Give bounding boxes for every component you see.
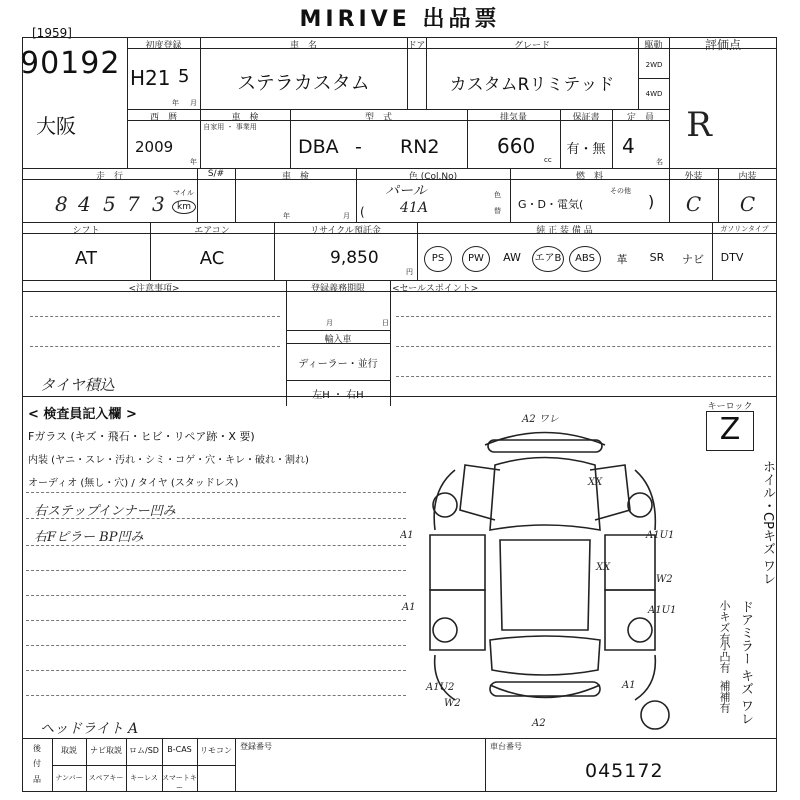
import-steering: 左H ・ 右H: [312, 390, 364, 401]
equip-navi: ナビ: [682, 253, 704, 266]
capacity: 4: [622, 134, 635, 158]
equip-airbag: エアB: [532, 246, 564, 272]
inspector-line-interior: 内装 (ヤニ・スレ・汚れ・シミ・コゲ・穴・キレ・破れ・割れ): [28, 455, 309, 466]
mileage-digit-5: 3: [152, 192, 165, 216]
chassis-value: 045172: [585, 760, 664, 782]
diagram-mark: XX: [596, 562, 611, 573]
diagram-mark: A2: [532, 718, 546, 729]
warranty: 有・無: [566, 142, 606, 157]
color-name: パール: [385, 183, 427, 199]
interior-score: C: [739, 192, 756, 216]
page-title: MIRIVE 出品票: [299, 7, 501, 32]
color-code: 41A: [400, 200, 428, 216]
import-dealer: ディーラー・並行: [298, 359, 378, 370]
lot-number: 90192: [20, 46, 121, 81]
inspector-note-1: 右ステップインナー凹み: [34, 504, 176, 519]
inspector-note-3: ヘッドライト A: [40, 721, 139, 737]
equip-ps: PS: [424, 246, 452, 272]
mileage-digit-2: 4: [78, 192, 91, 216]
side-text-repair: 補補有: [718, 680, 731, 713]
evaluation-score: R: [686, 105, 712, 145]
footer-side-2: 付: [33, 759, 41, 768]
key-lock-mark: Z: [719, 412, 741, 447]
aircon: AC: [199, 248, 225, 269]
diagram-mark: A1: [402, 602, 416, 613]
side-text-small-dent: 小凸有: [718, 640, 731, 673]
reg-number-label: 登録番号: [240, 742, 272, 751]
notes-text: タイヤ積込: [40, 376, 115, 394]
first-reg-month: 5: [178, 66, 190, 87]
diagram-mark: XX: [588, 477, 603, 488]
region: 大阪: [36, 114, 76, 138]
diagram-mark: A1U1: [648, 605, 677, 616]
side-text-small-scratch: 小キズ有: [718, 600, 731, 644]
mileage-unit-km: km: [172, 200, 196, 214]
fuel-types: G・D・電気(: [518, 198, 584, 211]
side-text-wheel: ホイル・CPキズ ワレ: [760, 460, 775, 586]
header-drive: 駆動: [644, 41, 663, 51]
drive-2wd: 2WD: [645, 61, 663, 69]
equip-pw: PW: [462, 246, 490, 272]
header-door: ドア: [407, 41, 426, 51]
car-name: ステラカスタム: [237, 72, 370, 94]
diagram-mark: A2 ワレ: [522, 414, 559, 425]
equip-dtv: DTV: [720, 251, 744, 264]
equip-abs: ABS: [569, 246, 601, 272]
equip-leather: 革: [616, 253, 628, 266]
recycle-fee: 9,850: [330, 248, 379, 268]
car-damage-diagram: [400, 410, 700, 735]
chassis-label: 車台番号: [490, 742, 522, 751]
header-car-name: 車 名: [289, 41, 317, 51]
model-code: RN2: [400, 136, 440, 158]
equip-sr: SR: [649, 251, 665, 264]
grade: カスタムRリミテッド: [449, 75, 615, 95]
first-reg-era: H21: [130, 66, 171, 90]
side-text-mirror: ドアミラー キズ ワレ: [738, 600, 753, 726]
displacement: 660: [497, 134, 536, 158]
header-grade: グレード: [513, 41, 550, 51]
diagram-mark: A1U1: [646, 530, 675, 541]
equip-aw: AW: [503, 251, 521, 264]
header-evaluation: 評価点: [704, 38, 741, 52]
mileage-digit-3: 5: [103, 192, 116, 216]
exterior-score: C: [685, 192, 702, 216]
footer-side-1: 後: [33, 744, 41, 753]
diagram-mark: W2: [444, 698, 461, 709]
lot-bracket: [1959]: [32, 26, 72, 40]
diagram-mark: A1: [622, 680, 636, 691]
drive-4wd: 4WD: [645, 90, 663, 98]
mileage-digit-4: 7: [127, 192, 140, 216]
inspector-note-2: 右Fピラー BP凹み: [34, 530, 144, 545]
footer-side-3: 品: [33, 775, 41, 784]
diagram-mark: W2: [656, 574, 673, 585]
year-western: 2009: [135, 138, 174, 156]
inspector-heading: < 検査員記入欄 >: [28, 407, 137, 422]
inspector-line-audio: オーディオ (無し・穴) / タイヤ (スタッドレス): [28, 478, 239, 489]
inspector-line-glass: Fガラス (キズ・飛石・ヒビ・リペア跡・X 要): [28, 430, 255, 443]
mileage-digit-1: 8: [55, 192, 68, 216]
shift: AT: [75, 248, 97, 269]
header-first-reg: 初度登録: [145, 41, 182, 51]
diagram-mark: A1U2: [426, 682, 455, 693]
diagram-mark: A1: [400, 530, 414, 541]
model-prefix: DBA: [298, 136, 339, 158]
